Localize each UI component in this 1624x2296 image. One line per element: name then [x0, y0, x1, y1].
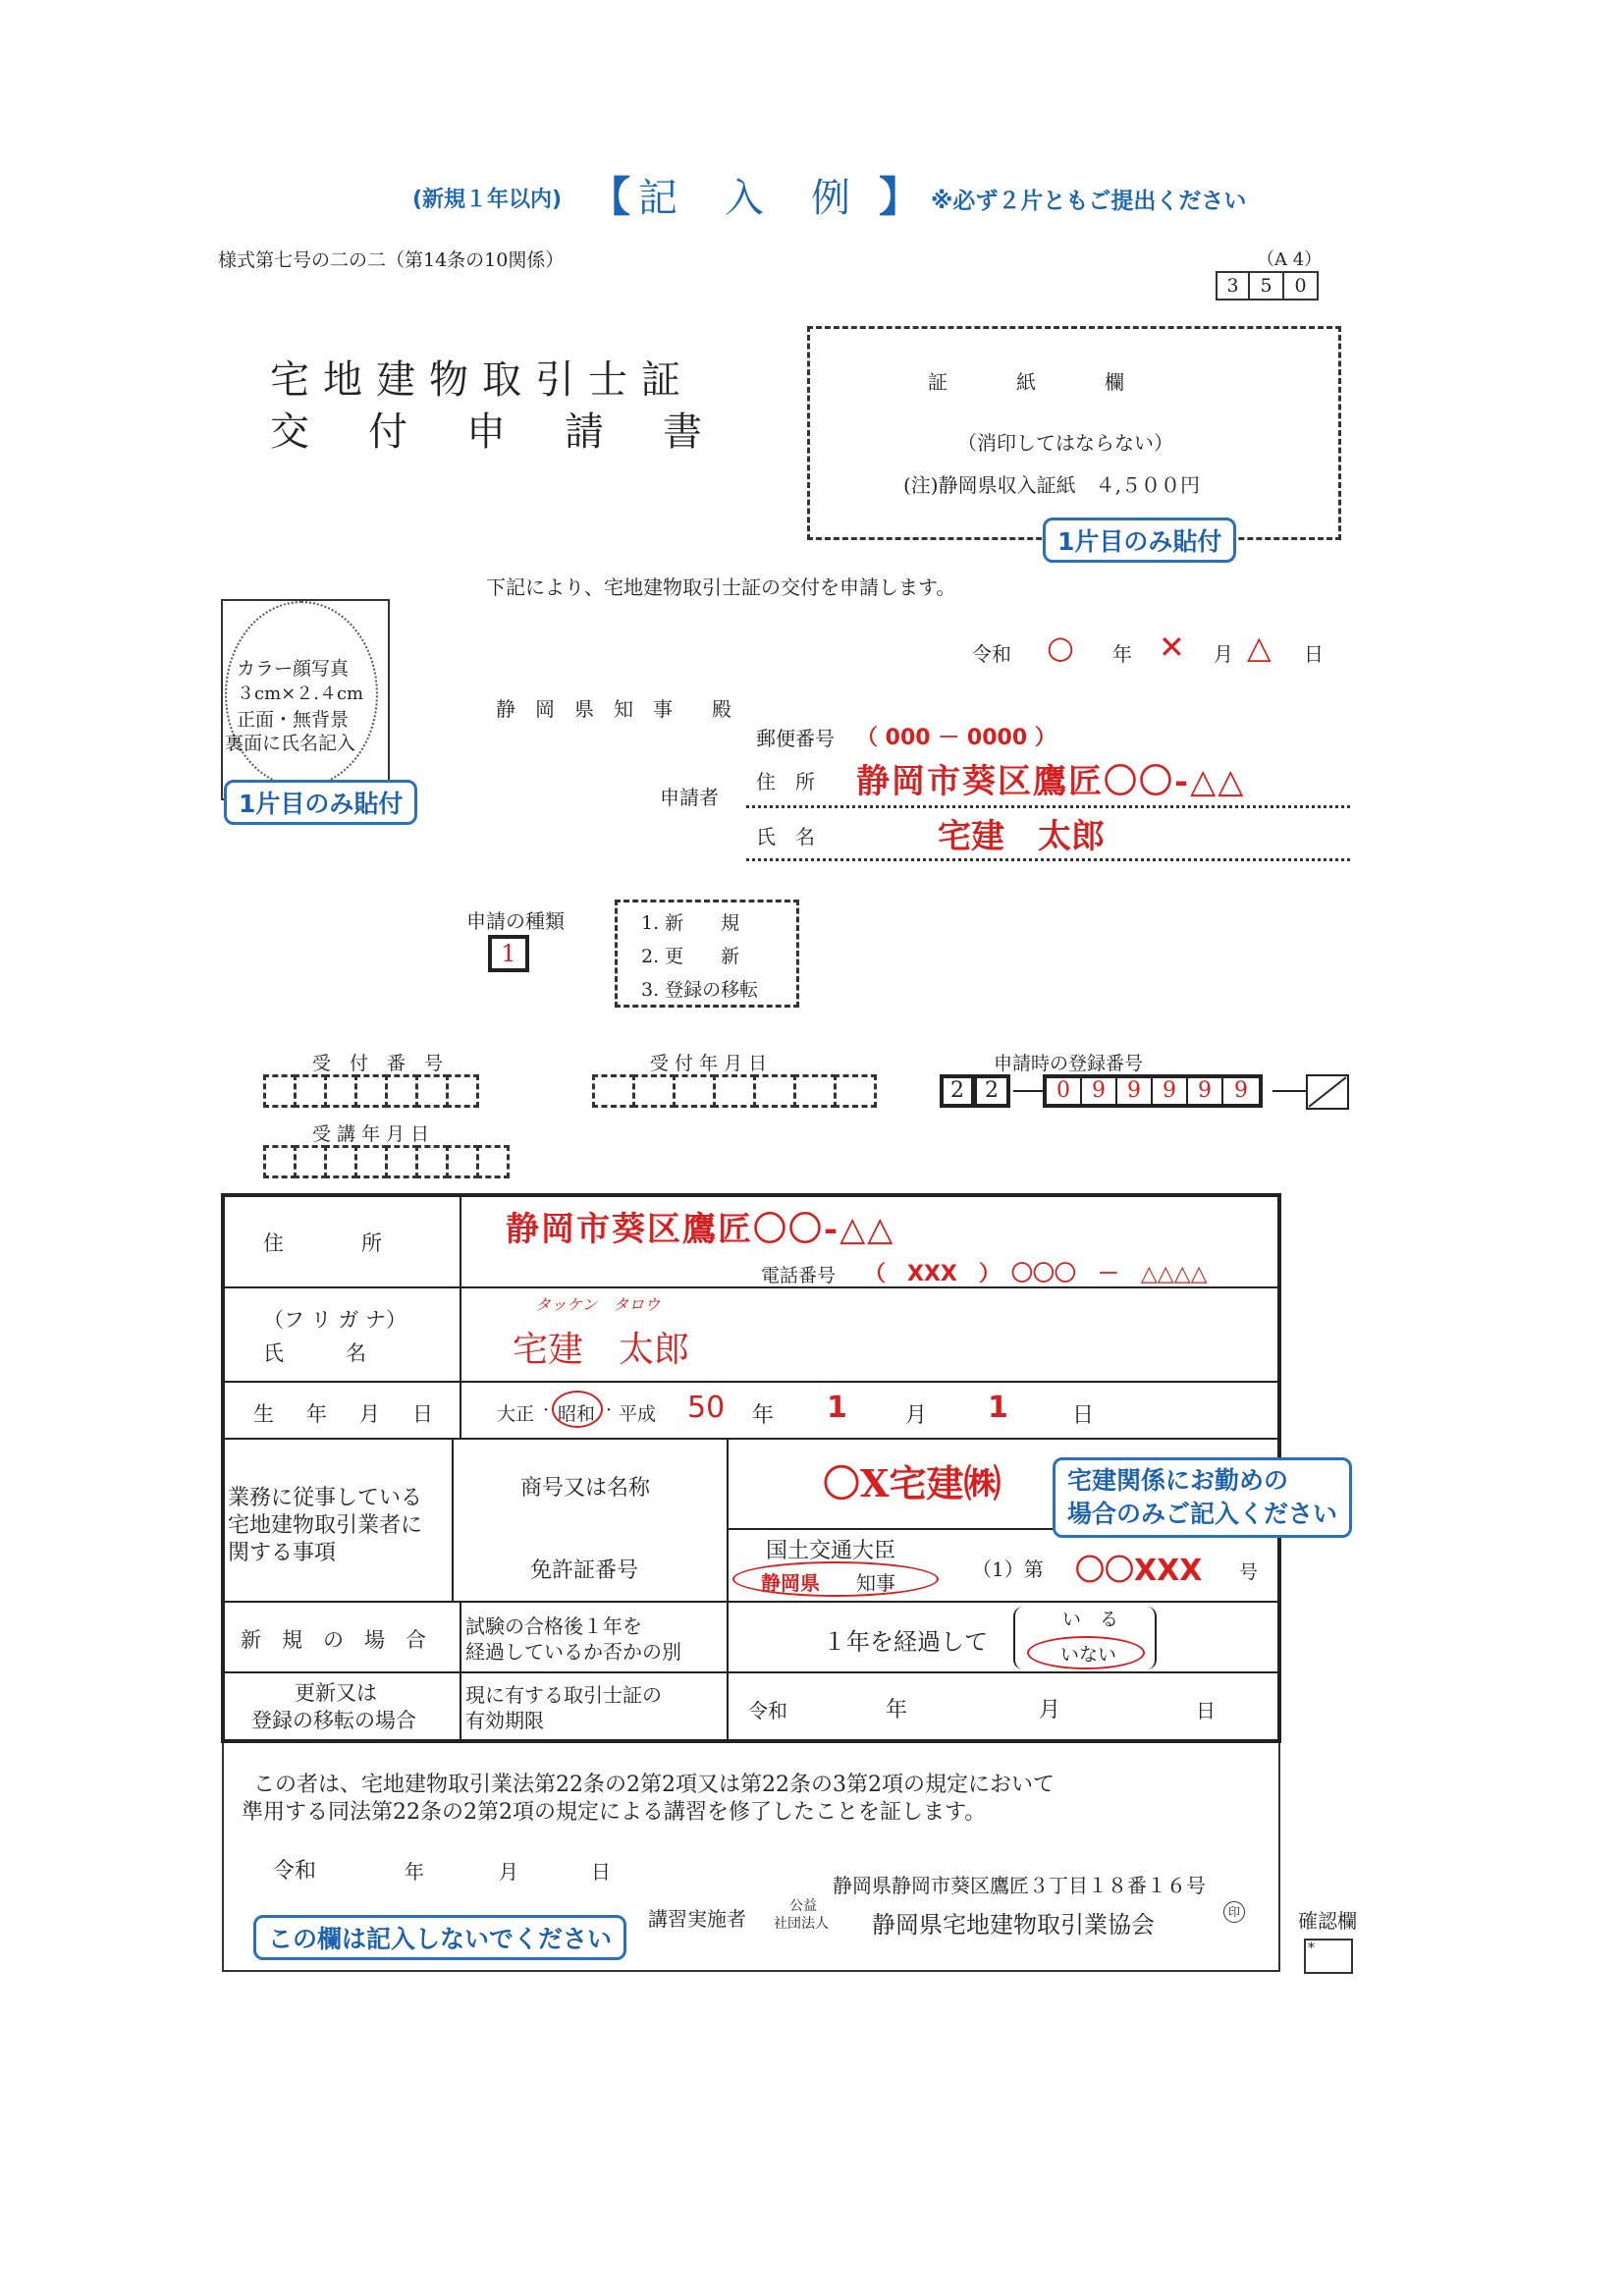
renewal-day: 日: [1196, 1699, 1216, 1722]
dob-day[interactable]: 1: [988, 1391, 1008, 1425]
header-prefix: (新規１年以内): [412, 188, 563, 212]
app-type-label: 申請の種類: [466, 909, 565, 933]
renewal-label-line1: 更新又は: [295, 1681, 377, 1705]
form-code-digit: 5: [1250, 271, 1284, 301]
phone-value[interactable]: （ XXX ） 〇〇〇 － △△△△: [864, 1262, 1208, 1286]
furigana-label: （フ リ ガ ナ）: [263, 1308, 407, 1332]
phone-label: 電話番号: [761, 1265, 837, 1286]
registration-digit: 9: [1082, 1078, 1117, 1104]
photo-line4: 裏面に氏名記入: [225, 733, 356, 754]
course-date-label: 受 講 年 月 日: [312, 1123, 430, 1145]
addressee: 静 岡 県 知 事 殿: [496, 697, 731, 721]
registration-prefix-digit: 2: [975, 1074, 1010, 1108]
receipt-number-label: 受 付 番 号: [312, 1053, 444, 1074]
new-case-label: 新 規 の 場 合: [241, 1628, 426, 1652]
org-address: 静岡県静岡市葵区鷹匠３丁目１８番１６号: [833, 1874, 1206, 1897]
new-answer: １年を経過して: [823, 1628, 988, 1656]
registration-digit: 0: [1047, 1078, 1082, 1104]
receipt-date-label: 受 付 年 月 日: [650, 1053, 768, 1074]
registration-digit: 9: [1153, 1078, 1188, 1104]
app-type-option-transfer: 3. 登録の移転: [641, 979, 759, 1001]
registration-dash: [1013, 1090, 1043, 1092]
new-question-line1: 試験の合格後１年を: [465, 1614, 642, 1638]
photo-line2: ３cm×２.４cm: [237, 683, 364, 704]
receipt-number-boxes: [263, 1074, 476, 1108]
stamp-box-amount: (注)静岡県収入証紙 ４,５００円: [903, 473, 1200, 497]
date-month-unit: 月: [1214, 642, 1233, 666]
stamp-box: [807, 326, 1341, 540]
license-number[interactable]: 〇〇XXX: [1075, 1554, 1203, 1588]
registration-dash: [1272, 1090, 1306, 1092]
stamp-callout: 1片目のみ貼付: [1043, 518, 1236, 563]
new-question-line2: 経過しているか否かの別: [465, 1640, 681, 1664]
provider-label: 講習実施者: [648, 1907, 746, 1931]
registration-digit: 9: [1117, 1078, 1153, 1104]
renewal-label-line2: 登録の移転の場合: [251, 1709, 416, 1732]
doc-title-line1: 宅地建物取引士証: [270, 357, 694, 403]
dob-month-unit: 月: [905, 1403, 928, 1428]
photo-box: [221, 599, 390, 800]
table-name-value[interactable]: 宅建 太郎: [513, 1330, 690, 1370]
registration-prefix-digit: 2: [940, 1074, 975, 1108]
form-code-digit: 3: [1216, 271, 1250, 301]
registration-void-box: [1306, 1074, 1349, 1110]
new-option-yes: い る: [1062, 1609, 1119, 1630]
renewal-year: 年: [886, 1698, 908, 1722]
company-callout: [1053, 1457, 1352, 1538]
dob-day-unit: 日: [1072, 1403, 1095, 1428]
new-option-no: いない: [1060, 1644, 1117, 1666]
applicant-name-value: 宅建 太郎: [938, 817, 1105, 856]
date-era: 令和: [972, 642, 1011, 666]
app-type-option-renew: 2. 更 新: [641, 946, 740, 967]
header-bracket-close: 】: [879, 173, 921, 221]
date-year-unit: 年: [1112, 642, 1132, 666]
license-go: 号: [1239, 1561, 1259, 1583]
license-minister: 国土交通大臣: [766, 1539, 896, 1563]
renewal-question-line1: 現に有する取引士証の: [465, 1683, 662, 1707]
license-pref: 静岡県: [761, 1571, 820, 1595]
intro-text: 下記により、宅地建物取引士証の交付を申請します。: [486, 575, 956, 599]
registration-digits: [1043, 1074, 1263, 1108]
header-title: 記 入 例: [638, 176, 854, 221]
business-label-line1: 業務に従事している: [228, 1486, 423, 1510]
receipt-date-boxes: [592, 1074, 874, 1108]
era-taisho: 大正: [497, 1403, 535, 1425]
applicant-address-line: [746, 805, 1350, 808]
dob-month[interactable]: 1: [827, 1391, 847, 1425]
form-code: [1216, 271, 1319, 301]
photo-line3: 正面・無背景: [237, 709, 350, 731]
form-reference: 様式第七号の二の二（第14条の10関係）: [218, 249, 565, 271]
company-callout-line1: 宅建関係にお勤めの: [1067, 1466, 1289, 1495]
renewal-question-line2: 有効期限: [465, 1709, 544, 1732]
header-notice: ※必ず２片ともご提出ください: [931, 189, 1247, 214]
certificate-callout: この欄は記入しないでください: [253, 1915, 626, 1960]
dob-year[interactable]: 50: [687, 1391, 726, 1425]
table-address-label: 住 所: [263, 1231, 386, 1255]
era-showa: 昭和: [558, 1403, 596, 1425]
app-type-option-new: 1. 新 規: [641, 912, 740, 934]
check-label: 確認欄: [1298, 1909, 1357, 1933]
company-callout-line2: 場合のみご記入ください: [1067, 1500, 1338, 1528]
org-type-line1: 公益: [789, 1898, 817, 1914]
table-name-label: 氏 名: [263, 1341, 366, 1365]
applicant-name-line: [746, 858, 1350, 861]
renewal-era: 令和: [748, 1699, 787, 1722]
registration-number-label: 申請時の登録番号: [994, 1053, 1144, 1074]
date-year: ○: [1047, 629, 1074, 666]
certificate-month: 月: [499, 1860, 518, 1884]
certificate-year: 年: [405, 1860, 424, 1884]
company-label: 商号又は名称: [520, 1476, 651, 1501]
registration-digit: 9: [1234, 1078, 1248, 1103]
stamp-box-note: （消印してはならない）: [957, 431, 1173, 455]
license-governor: 知事: [856, 1571, 895, 1595]
certificate-day: 日: [591, 1860, 611, 1884]
app-type-value[interactable]: 1: [488, 935, 529, 972]
org-type-line2: 社団法人: [774, 1916, 829, 1932]
form-code-digit: 0: [1284, 271, 1319, 301]
paper-size: （A 4）: [1257, 249, 1323, 270]
furigana-value[interactable]: タッケン タロウ: [535, 1295, 661, 1314]
photo-line1: カラー顔写真: [237, 658, 350, 680]
certificate-text-line2: 準用する同法第22条の2第2項の規定による講習を修了したことを証します。: [242, 1800, 987, 1825]
date-day: △: [1247, 629, 1272, 666]
date-day-unit: 日: [1304, 642, 1324, 666]
app-type-options: [615, 900, 799, 1008]
business-label-line2: 宅地建物取引業者に: [228, 1513, 423, 1538]
dob-label: 生 年 月 日: [253, 1402, 439, 1426]
dob-year-unit: 年: [752, 1403, 775, 1428]
course-date-boxes: [263, 1145, 507, 1178]
date-month: ✕: [1159, 629, 1185, 666]
zip-label: 郵便番号: [756, 727, 835, 750]
doc-title-line2: 交 付 申 請 書: [270, 410, 712, 455]
company-value[interactable]: 〇X宅建㈱: [823, 1461, 1001, 1505]
business-label-line3: 関する事項: [228, 1541, 337, 1565]
era-heisei: 平成: [619, 1403, 657, 1425]
applicant-address-label: 住 所: [756, 770, 815, 793]
check-box[interactable]: *: [1304, 1939, 1353, 1974]
zip-value: （ 000 － 0000 ）: [856, 726, 1056, 750]
license-count: （1）第: [972, 1558, 1044, 1581]
table-address-value[interactable]: 静岡市葵区鷹匠〇〇-△△: [506, 1210, 895, 1249]
certificate-era: 令和: [273, 1859, 317, 1884]
applicant-address-value: 静岡市葵区鷹匠〇〇-△△: [856, 762, 1246, 801]
renewal-month: 月: [1039, 1698, 1061, 1722]
applicant-label: 申請者: [660, 786, 719, 809]
photo-callout: 1片目のみ貼付: [224, 780, 417, 825]
registration-prefix: [940, 1074, 1010, 1108]
org-name: 静岡県宅地建物取引業協会: [872, 1911, 1155, 1939]
registration-digit: 9: [1188, 1078, 1223, 1104]
org-seal: 印: [1223, 1901, 1245, 1923]
header-bracket-open: 【: [589, 173, 631, 221]
license-label: 免許証番号: [530, 1558, 639, 1583]
certificate-text-line1: この者は、宅地建物取引業法第22条の2第2項又は第22条の3第2項の規定において: [253, 1773, 1055, 1797]
applicant-name-label: 氏 名: [756, 825, 815, 848]
stamp-box-label: 証 紙 欄: [928, 370, 1134, 394]
